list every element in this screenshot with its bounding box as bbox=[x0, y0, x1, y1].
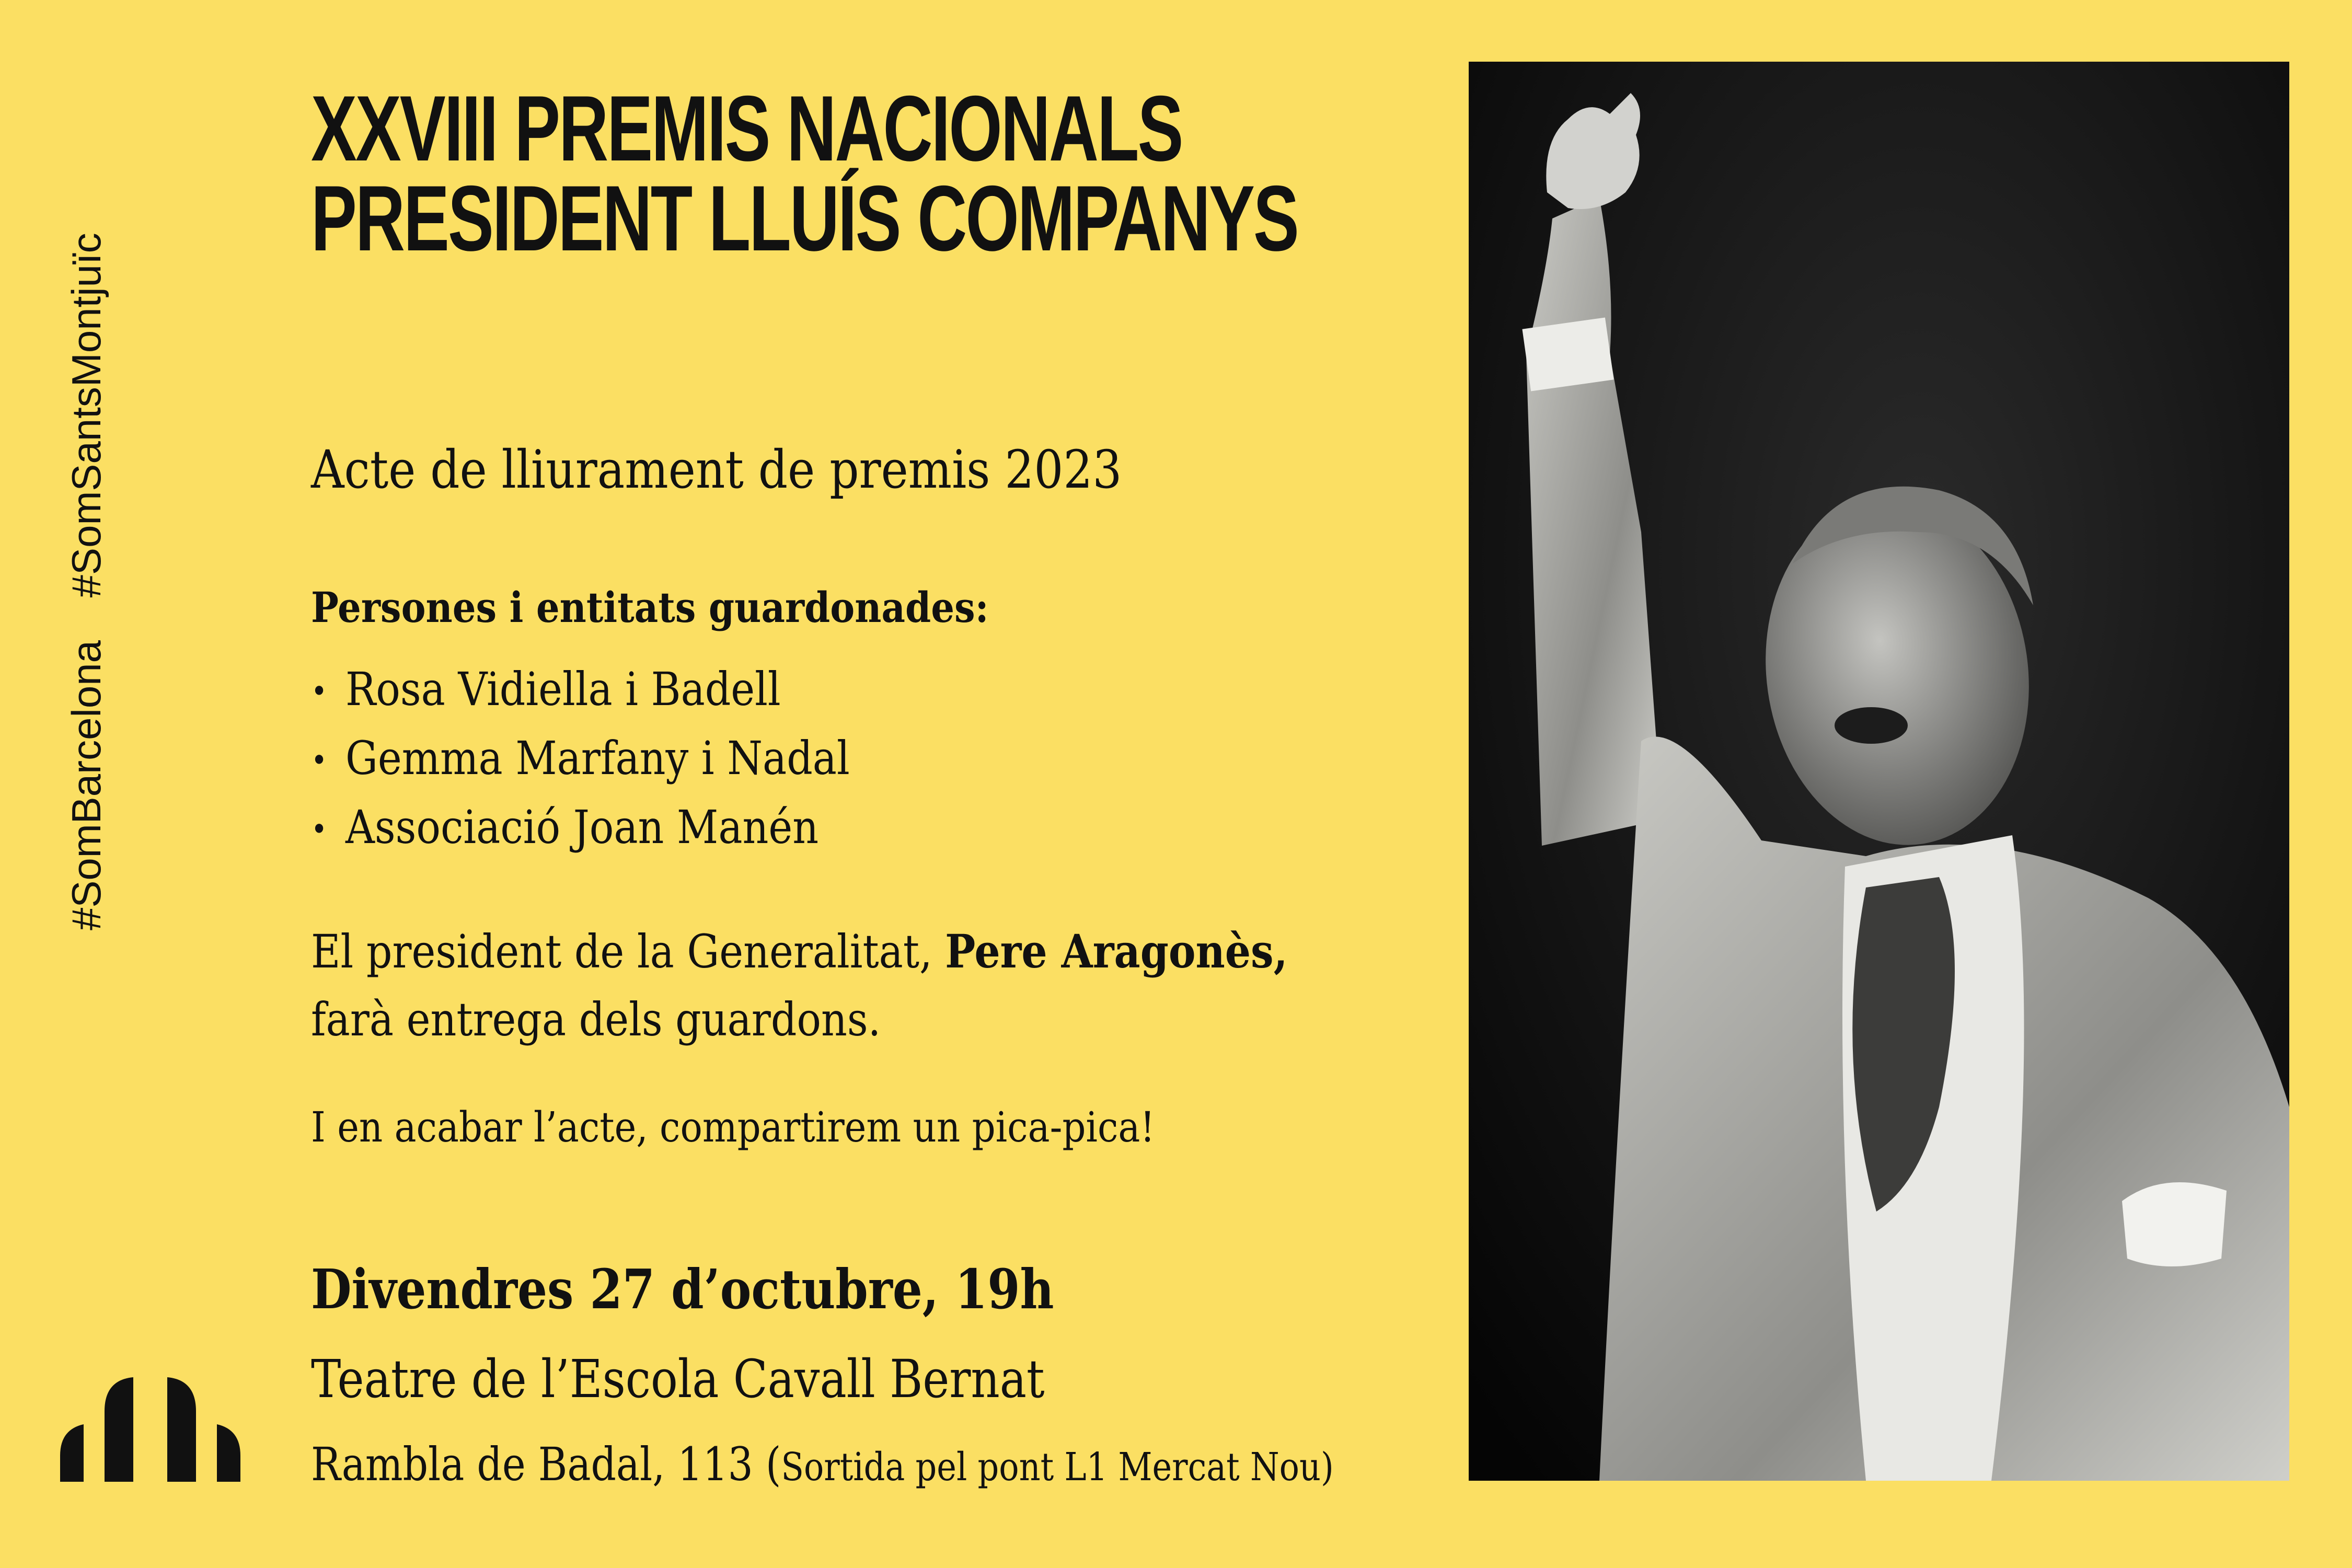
list-item: • Associació Joan Manén bbox=[311, 794, 850, 863]
awardees-list bbox=[311, 656, 850, 863]
event-date: Divendres 27 d’octubre, 19h bbox=[311, 1257, 1054, 1321]
president-name: Pere Aragonès, bbox=[945, 924, 1288, 978]
title-line-1: XXVIII PREMIS NACIONALS bbox=[311, 76, 1182, 180]
presentation-text bbox=[311, 917, 1288, 1054]
list-item: • Rosa Vidiella i Badell bbox=[311, 656, 850, 725]
pica-pica-note: I en acabar l’acte, compartirem un pica-pica! bbox=[311, 1103, 1155, 1151]
event-venue: Teatre de l’Escola Cavall Bernat bbox=[311, 1348, 1045, 1410]
historic-photo bbox=[1469, 62, 2289, 1481]
title-line-2: PRESIDENT LLUÍS COMPANYS bbox=[311, 166, 1298, 270]
presentation-lead: El president de la Generalitat, bbox=[311, 925, 946, 978]
address-detail: Sortida pel pont L1 Mercat Nou) bbox=[781, 1445, 1334, 1490]
hashtag-sants-montjuic: #SomSantsMontjuïc bbox=[63, 233, 109, 598]
event-title bbox=[311, 76, 1298, 270]
awardees-heading: Persones i entitats guardonades: bbox=[311, 583, 989, 632]
man-raising-fist-image bbox=[1469, 62, 2289, 1481]
address-street: Rambla de Badal, 113 ( bbox=[311, 1437, 781, 1491]
list-item: • Gemma Marfany i Nadal bbox=[311, 725, 850, 794]
event-address bbox=[311, 1437, 1334, 1491]
presentation-tail: farà entrega dels guardons. bbox=[311, 993, 881, 1046]
subtitle: Acte de lliurament de premis 2023 bbox=[311, 439, 1122, 500]
hashtag-barcelona: #SomBarcelona bbox=[63, 640, 109, 930]
party-logo-icon bbox=[60, 1377, 240, 1482]
hashtags bbox=[63, 201, 110, 930]
